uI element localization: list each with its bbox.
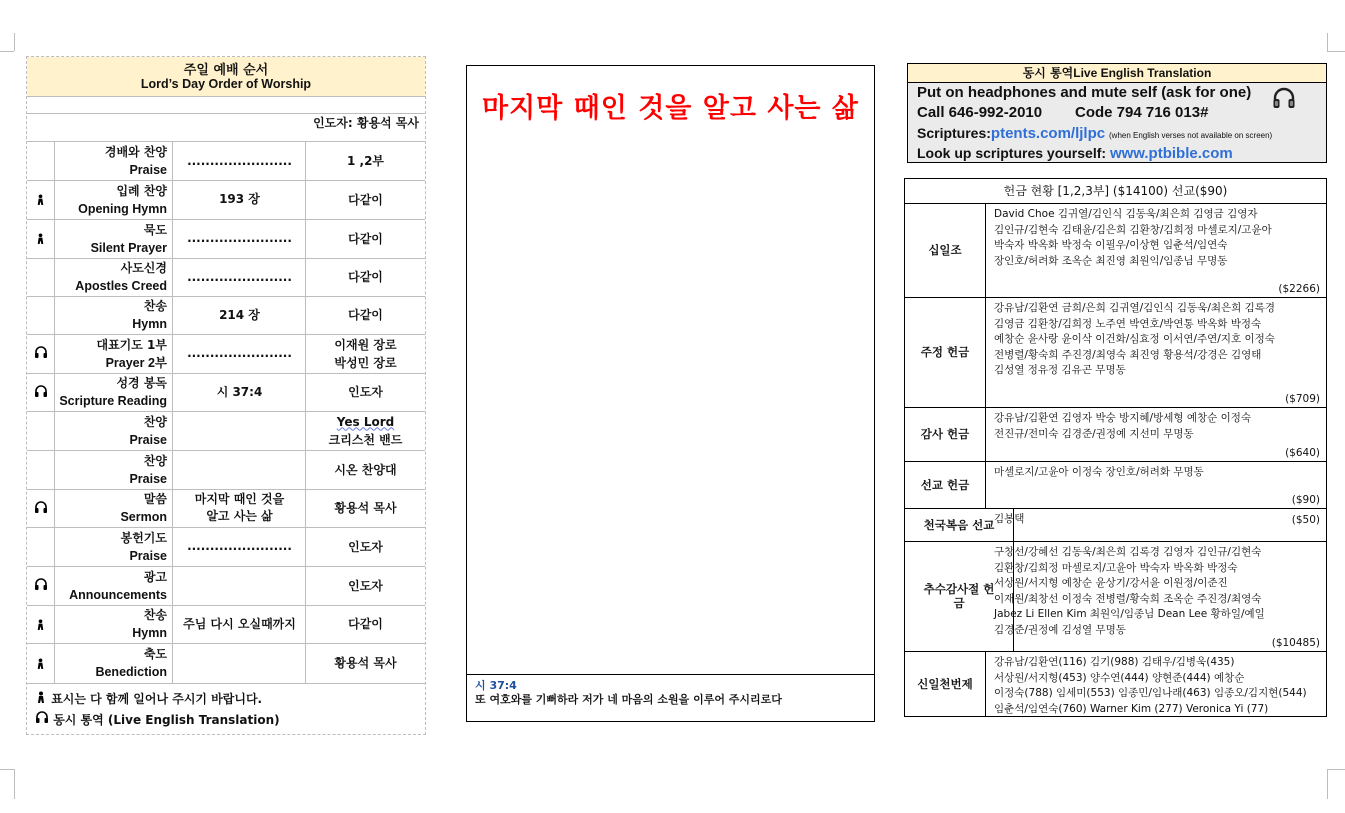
row-item-en: Scripture Reading	[59, 394, 167, 408]
crop-mark	[0, 769, 14, 770]
row-leader-1: 인도자	[348, 578, 383, 593]
offering-row	[905, 297, 1326, 408]
row-detail-1: .......................	[187, 346, 292, 360]
row-leader-1: 황용석 목사	[334, 501, 397, 515]
row-leader-1: 황용석 목사	[334, 656, 397, 670]
row-detail	[174, 180, 306, 219]
row-detail-1: 시 37:4	[216, 384, 263, 399]
row-item-ko: 광고	[143, 569, 167, 584]
row-item-ko: 찬송	[143, 299, 167, 313]
worship-order-title-ko: 주일 예배 순서	[183, 63, 269, 78]
row-item-en: Hymn	[132, 626, 167, 640]
row-item	[55, 527, 173, 566]
offering-names	[994, 411, 1320, 442]
worship-order-header	[27, 57, 425, 97]
crop-mark	[1327, 51, 1345, 52]
row-detail	[174, 489, 306, 527]
offering-amount: ($50)	[1291, 514, 1320, 526]
offering-names-line: 강유남/김환연 금희/은희 김귀열/김인식 김동욱/최은희 김록경	[994, 302, 1276, 314]
standing-person-icon	[35, 654, 46, 673]
worship-order-row	[27, 219, 425, 259]
row-leader	[306, 373, 425, 411]
row-detail	[174, 334, 306, 373]
offering-names-line: 구창선/강혜선 김동욱/최은희 김록경 김영자 김인규/김현숙	[994, 546, 1262, 558]
row-detail-1: 193 장	[219, 192, 260, 206]
headphones-icon	[35, 710, 49, 731]
lookup-line: Look up scriptures yourself: www.ptbible.com	[917, 145, 1233, 162]
row-leader	[306, 605, 425, 643]
call-number: Call 646-992-2010	[917, 104, 1043, 121]
row-detail	[174, 258, 306, 296]
row-icon-cell	[27, 180, 55, 219]
row-item-ko: 성경 봉독	[116, 376, 167, 390]
offering-names-line: 마셀로지/고윤아 이정숙 장인호/허려화 무명동	[994, 466, 1204, 478]
offering-amount: ($90)	[1291, 494, 1320, 506]
offering-names-line: 이재원/최창선 이정숙 전병렬/황숙희 조옥순 주진경/최영숙	[994, 592, 1262, 605]
crop-mark	[0, 51, 14, 52]
offering-names-line: 강유남/김환연(116) 김기(988) 김태우/김병욱(435)	[994, 656, 1235, 668]
verse-text: 또 여호와를 기뻐하라 저가 네 마음의 소원을 이루어 주시리로다	[475, 693, 782, 706]
bible-link[interactable]: www.ptbible.com	[1109, 145, 1233, 162]
row-leader-2: 크리스천 밴드	[328, 432, 403, 447]
row-leader-2: 박성민 장로	[334, 355, 397, 370]
offering-names-line: 장인호/허려화 조옥순 최진영 최원익/임종님 무명동	[994, 254, 1228, 267]
offering-table	[904, 178, 1327, 717]
row-leader	[306, 180, 425, 219]
worship-order-row	[27, 142, 425, 181]
offering-names-line: 박숙자 박옥화 박정숙 이필우/이상현 임춘석/임연숙	[994, 239, 1228, 252]
scriptures-note: (when English verses not available on screen)	[1109, 131, 1273, 140]
offering-names	[994, 465, 1320, 481]
row-item-en: Praise	[129, 548, 167, 563]
row-detail	[174, 142, 306, 180]
row-detail-1: .......................	[187, 231, 292, 245]
offering-names-line: 김인규/김현숙 김태윤/김은희 김환창/김희정 마셀로지/고윤아	[994, 223, 1272, 236]
row-leader	[306, 334, 425, 373]
row-icon-cell	[27, 450, 55, 489]
row-item-ko: 입례 찬양	[116, 183, 167, 198]
crop-mark	[1327, 769, 1345, 770]
sermon-panel	[466, 65, 875, 722]
row-leader-1: 다같이	[348, 270, 383, 284]
row-leader	[306, 527, 425, 566]
row-item	[55, 180, 173, 219]
row-item-ko: 대표기도 1부	[96, 337, 167, 352]
row-leader	[306, 258, 425, 296]
worship-notes	[35, 689, 280, 731]
row-item-en: Apostles Creed	[75, 279, 167, 293]
row-leader-1: 다같이	[348, 308, 383, 322]
worship-order-title-en: Lord’s Day Order of Worship	[140, 77, 312, 91]
row-icon-cell	[27, 219, 55, 258]
headphones-icon	[34, 576, 48, 595]
translation-instructions: Put on headphones and mute self (ask for one)	[917, 84, 1252, 101]
row-leader	[306, 296, 425, 334]
row-item-ko: 경배와 찬양	[104, 145, 167, 159]
row-detail-1: .......................	[187, 153, 292, 168]
row-item-en: Benediction	[95, 665, 167, 679]
row-detail	[174, 643, 306, 683]
offering-row	[905, 651, 1326, 717]
row-icon-cell	[27, 527, 55, 566]
divider	[467, 674, 874, 675]
row-item-ko: 찬양	[143, 414, 167, 429]
standing-person-icon	[35, 615, 46, 634]
row-icon-cell	[27, 411, 55, 450]
offering-names-line: 전병렬/황숙희 주진경/최영숙 최진영 황용석/강경은 김영태	[994, 348, 1262, 361]
worship-order-row	[27, 411, 425, 451]
offering-amount: ($10485)	[1271, 637, 1320, 649]
offering-names	[994, 301, 1320, 379]
worship-order-row	[27, 334, 425, 374]
row-detail	[174, 373, 306, 411]
worship-order-row	[27, 527, 425, 567]
worship-order-row	[27, 450, 425, 490]
row-icon-cell	[27, 296, 55, 334]
offering-names-line: 서상원/서지형(453) 양수연(444) 양현준(444) 예창순	[994, 671, 1245, 684]
row-item	[55, 605, 173, 643]
row-detail-1: 주님 다시 오실때까지	[183, 616, 296, 631]
row-icon-cell	[27, 258, 55, 296]
offering-names-line: 강유남/김환연 김영자 박숭 방지혜/방세형 예창순 이정숙	[994, 412, 1252, 424]
crop-mark	[1327, 33, 1328, 51]
row-item-en: Sermon	[120, 510, 167, 524]
worship-order-table	[26, 56, 426, 735]
row-detail-2: 알고 사는 삶	[206, 509, 273, 523]
headphones-icon	[34, 344, 48, 363]
offering-names-line: 김봉택	[994, 513, 1025, 525]
row-icon-cell	[27, 373, 55, 411]
row-leader	[306, 450, 425, 489]
offering-row	[905, 407, 1326, 462]
crop-mark	[14, 769, 15, 799]
row-item-en: Praise	[129, 471, 167, 486]
offering-names-line: 서상원/서지형 예창순 윤상기/강서윤 이원정/이준진	[994, 577, 1228, 590]
scriptures-line: Scriptures:ptents.com/ljlpc (when English verses not available on screen)	[917, 125, 1273, 142]
worship-order-row	[27, 296, 425, 335]
row-leader-1: 다같이	[348, 617, 383, 631]
row-item-en: Praise	[129, 432, 167, 447]
row-detail	[174, 219, 306, 258]
offering-label: 주정 헌금	[905, 297, 986, 407]
offering-names-line: 이정숙(788) 임세미(553) 임종민/임나래(463) 임종오/김지현(544)	[994, 687, 1307, 700]
worship-order-row	[27, 643, 425, 684]
worship-order-row	[27, 258, 425, 297]
row-icon-cell	[27, 489, 55, 527]
row-item-ko: 말씀	[143, 492, 167, 506]
row-leader	[306, 142, 425, 180]
offering-amount: ($709)	[1285, 393, 1320, 405]
row-leader	[306, 489, 425, 527]
offering-names-line: 김환창/김희정 마셀로지/고윤아 박숙자 박옥화 박정숙	[994, 561, 1238, 574]
translation-header: 동시 통역Live English Translation	[908, 64, 1326, 83]
row-item-ko: 축도	[143, 647, 167, 661]
worship-order-row	[27, 605, 425, 644]
offering-label: 선교 헌금	[905, 461, 986, 508]
offering-names-line: 임춘석/임연숙(760) Warner Kim (277) Veronica Yi (77)	[994, 702, 1269, 715]
offering-names	[994, 207, 1320, 269]
translation-dial-info	[917, 104, 1209, 121]
row-icon-cell	[27, 334, 55, 373]
standing-person-icon	[35, 229, 46, 248]
worship-order-row	[27, 489, 425, 528]
row-leader-1: 다같이	[348, 192, 383, 207]
offering-names-line: 김성열 정유정 김유곤 무명동	[994, 364, 1126, 377]
row-icon-cell	[27, 643, 55, 683]
offering-names-line: 김영금 김환창/김희정 노주연 박연호/박연통 박옥화 박정숙	[994, 317, 1262, 330]
row-leader-1: 이재원 장로	[334, 337, 397, 352]
row-item-en: Announcements	[69, 587, 167, 602]
offering-row	[905, 541, 1326, 652]
row-leader-1: 다같이	[348, 231, 383, 246]
row-leader-1: 시온 찬양대	[334, 462, 397, 477]
offering-row	[905, 508, 1326, 542]
offering-row	[905, 203, 1326, 298]
row-detail	[174, 450, 306, 489]
row-leader	[306, 411, 425, 450]
row-item-en: Hymn	[132, 317, 167, 331]
row-leader	[306, 566, 425, 605]
scriptures-link[interactable]: ptents.com/ljlpc	[990, 125, 1106, 142]
row-detail-1: 214 장	[219, 307, 260, 322]
row-leader-1: 1 ,2부	[346, 154, 385, 168]
row-icon-cell	[27, 142, 55, 180]
crop-mark	[14, 33, 15, 51]
row-item-ko: 묵도	[143, 222, 167, 237]
row-item	[55, 296, 173, 334]
row-detail	[174, 527, 306, 566]
row-detail	[174, 566, 306, 605]
row-item	[55, 258, 173, 296]
row-leader-1: 인도자	[348, 385, 383, 399]
row-item	[55, 142, 173, 180]
worship-order-row	[27, 180, 425, 220]
offering-names-line: 김경준/권정예 김성열 무명동	[994, 623, 1126, 636]
row-item	[55, 219, 173, 258]
headphones-icon	[34, 499, 48, 518]
row-detail-1: .......................	[187, 539, 292, 553]
worship-order-row	[27, 566, 425, 606]
row-item-ko: 찬송	[143, 608, 167, 622]
standing-person-icon	[35, 689, 47, 710]
row-item	[55, 411, 173, 450]
access-code: Code 794 716 013#	[1075, 104, 1209, 121]
note-stand: 표시는 다 함께 일어나 주시기 바랍니다.	[35, 689, 280, 710]
row-item-ko: 봉헌기도	[120, 530, 167, 545]
row-item-ko: 사도신경	[120, 261, 167, 275]
offering-label: 추수감사절 헌금	[905, 541, 1014, 651]
note-translation: 동시 통역 (Live English Translation)	[35, 710, 280, 731]
offering-names	[994, 512, 1320, 528]
verse-reference: 시 37:4	[475, 679, 517, 692]
offering-row	[905, 461, 1326, 509]
row-item	[55, 334, 173, 373]
row-detail	[174, 296, 306, 334]
row-item-ko: 찬양	[143, 453, 167, 468]
row-item	[55, 373, 173, 411]
row-leader-1: Yes Lord	[336, 414, 395, 429]
presider-label: 인도자: 황용석 목사	[313, 116, 419, 130]
row-detail-1: 마지막 때인 것을	[194, 492, 285, 506]
row-item-en: Silent Prayer	[90, 240, 167, 255]
headphones-icon	[34, 383, 48, 402]
offering-label: 감사 헌금	[905, 407, 986, 461]
row-item	[55, 566, 173, 605]
offering-label: 십일조	[905, 203, 986, 297]
worship-order-row	[27, 373, 425, 412]
row-item	[55, 489, 173, 527]
row-leader-1: 인도자	[348, 539, 383, 554]
row-item-en: Prayer 2부	[105, 355, 167, 370]
offering-names-line: 전진규/전미숙 김경준/권정예 지선미 무명동	[994, 427, 1194, 440]
offering-names-line: Jabez Li Ellen Kim 최원익/임종님 Dean Lee 황하일/예일	[994, 608, 1265, 621]
offering-names	[994, 545, 1320, 639]
offering-names-line: David Choe 김귀열/김인식 김동욱/최은희 김영금 김영자	[994, 208, 1258, 220]
translation-box	[907, 63, 1327, 163]
row-detail	[174, 605, 306, 643]
offering-label: 천국복음 선교	[905, 508, 1014, 541]
offering-names	[994, 655, 1320, 717]
row-detail	[174, 411, 306, 450]
offering-names-line: 예창순 윤사랑 윤이삭 이건화/심효정 이서연/주연/지호 이정숙	[994, 333, 1275, 346]
standing-person-icon	[35, 190, 46, 209]
headphones-icon	[1272, 86, 1296, 114]
row-icon-cell	[27, 605, 55, 643]
row-item-en: Opening Hymn	[78, 201, 167, 216]
row-icon-cell	[27, 566, 55, 605]
sermon-title: 마지막 때인 것을 알고 사는 삶	[482, 93, 859, 124]
row-detail-1: .......................	[187, 269, 292, 284]
row-leader	[306, 219, 425, 258]
offering-amount: ($640)	[1285, 447, 1320, 459]
offering-amount: ($2266)	[1278, 283, 1320, 295]
row-item	[55, 450, 173, 489]
blank-row	[27, 97, 425, 114]
row-leader	[306, 643, 425, 683]
offering-label: 신일천번제	[905, 651, 986, 717]
row-item	[55, 643, 173, 683]
row-item-en: Praise	[129, 163, 167, 177]
offering-header: 헌금 현황 [1,2,3부] ($14100) 선교($90)	[905, 179, 1326, 204]
crop-mark	[1327, 769, 1328, 799]
